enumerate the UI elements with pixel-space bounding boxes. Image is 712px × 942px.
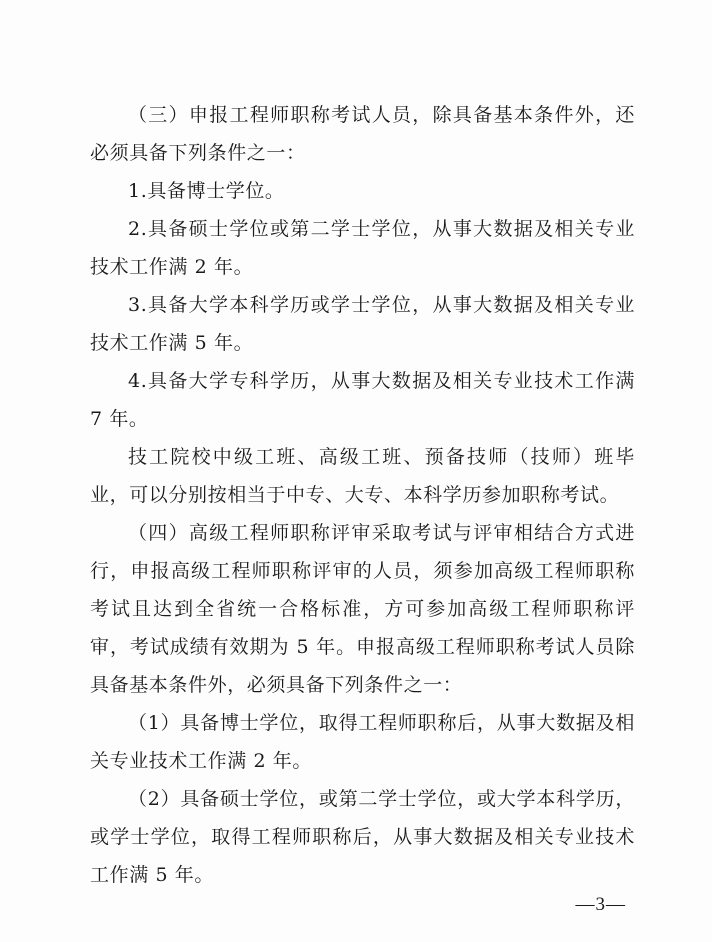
paragraph-senior-condition-1: （1）具备博士学位，取得工程师职称后，从事大数据及相关专业技术工作满 2 年。 xyxy=(90,712,635,772)
paragraph-technical-school: 技工院校中级工班、高级工班、预备技师（技师）班毕业，可以分别按相当于中专、大专、本科学历参加职称考试。 xyxy=(90,446,635,506)
page-number: —3— xyxy=(575,894,626,915)
paragraph-condition-3: 3.具备大学本科学历或学士学位，从事大数据及相关专业技术工作满 5 年。 xyxy=(90,294,635,354)
paragraph-condition-1: 1.具备博士学位。 xyxy=(128,180,285,202)
paragraph-condition-4: 4.具备大学专科学历，从事大数据及相关专业技术工作满 7 年。 xyxy=(90,370,635,430)
paragraph-section-3-intro: （三）申报工程师职称考试人员，除具备基本条件外，还必须具备下列条件之一： xyxy=(90,104,635,164)
paragraph-senior-condition-2: （2）具备硕士学位，或第二学士学位，或大学本科学历，或学士学位，取得工程师职称后，从事大数据及相关专业技术工作满 5 年。 xyxy=(90,788,635,886)
paragraph-section-4-intro: （四）高级工程师职称评审采取考试与评审相结合方式进行，申报高级工程师职称评审的人员，须参加高级工程师职称考试且达到全省统一合格标准，方可参加高级工程师职称评审，考试成绩有效期为 5 年。申报高级工程师职称考试人员除具备基本条件外，必须具备下列条件之一： xyxy=(90,522,635,696)
body-text xyxy=(90,96,635,894)
paragraph-condition-2: 2.具备硕士学位或第二学士学位，从事大数据及相关专业技术工作满 2 年。 xyxy=(90,218,635,278)
